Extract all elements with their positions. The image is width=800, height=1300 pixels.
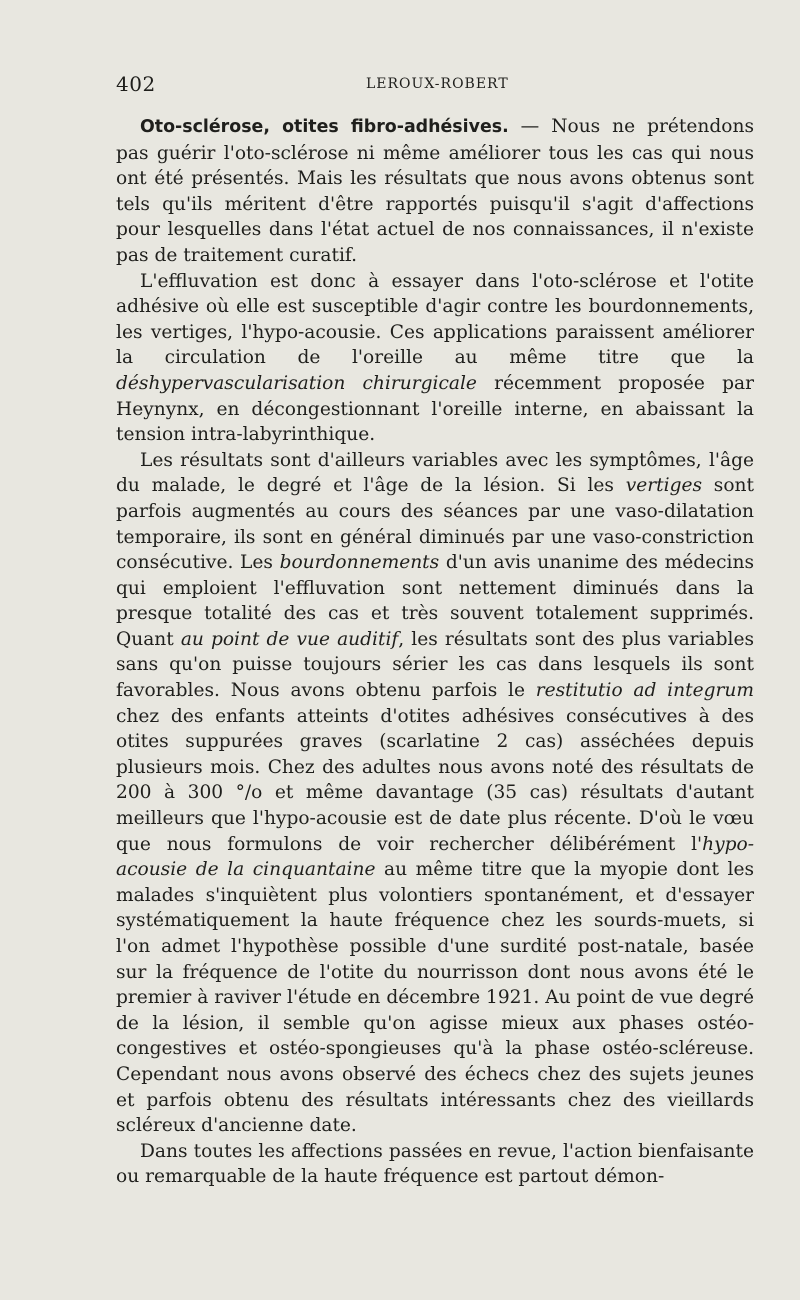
text-segment: Dans toutes les affections passées en revue, l'action bienfaisante ou remarquable de la haute fréquence est partout démon-	[116, 1140, 754, 1188]
text-segment: d'un avis unanime des médecins qui emploient l'effluvation sont nettement diminués dans la presque totalité des cas et très souvent totalement supprimés. Quant	[116, 552, 754, 650]
section-heading: Oto-sclérose, otites fibro-adhésives.	[140, 117, 509, 137]
text-segment: L'effluvation est donc à essayer dans l'oto-sclérose et l'otite adhésive où elle est susceptible d'agir contre les bourdonnements, les vertiges, l'hypo-acousie. Ces applications paraissent améliorer la circulation de l'oreille au même titre que la	[116, 270, 754, 369]
page-number: 402	[116, 72, 156, 96]
paragraph	[116, 448, 754, 1139]
text-segment: chez des enfants atteints d'otites adhésives consécutives à des otites suppurées graves (scarlatine 2 cas) asséchées depuis plusieurs mois. Chez des adultes nous avons noté des résultats de 200 à 300 °/o et même davantage (35 cas) résultats d'autant meilleurs que l'hypo-acousie est de date plus récente. D'où le vœu que nous formulons de voir rechercher délibérément l'	[116, 705, 754, 855]
italic-text: vertiges	[625, 475, 703, 497]
page-header	[116, 72, 756, 96]
italic-text: bourdonnements	[279, 552, 440, 574]
italic-text: déshypervascularisation chirurgicale	[116, 372, 477, 394]
paragraph-text: — Nous ne prétendons pas guérir l'oto-sclérose ni même améliorer tous les cas qui nous ont été présentés. Mais les résultats que nous avons obtenus sont tels qu'ils méritent d'être rapportés puisqu'il s'agit d'affections pour lesquelles dans l'état actuel de nos connaissances, il n'existe pas de traitement curatif.	[116, 116, 754, 266]
body-text	[116, 114, 754, 1190]
paragraph	[116, 269, 754, 448]
paragraph-oto-sclerose	[116, 114, 754, 269]
italic-text: hypo-acousie de la cinquantaine	[116, 833, 754, 881]
italic-text: restitutio ad integrum	[535, 680, 754, 702]
text-segment: sont parfois augmentés au cours des séances par une vaso-dilatation temporaire, ils sont en général diminués par une vaso-constriction consécutive. Les	[116, 475, 754, 574]
text-segment: au même titre que la myopie dont les malades s'inquiètent plus volontiers spontanément, et d'essayer systématiquement la haute fréquence chez les sourds-muets, si l'on admet l'hypothèse possible d'une surdité post-natale, basée sur la fréquence de l'otite du nourrisson dont nous avons été le premier à raviver l'étude en décembre 1921. Au point de vue degré de la lésion, il semble qu'on agisse mieux aux phases ostéo-congestives et ostéo-spongieuses qu'à la phase ostéo-scléreuse. Cependant nous avons observé des échecs chez des sujets jeunes et parfois obtenu des résultats intéressants chez des vieillards scléreux d'ancienne date.	[116, 859, 754, 1137]
italic-text: au point de vue auditif	[180, 628, 399, 650]
text-segment: , les résultats sont des plus variables sans qu'on puisse toujours sérier les cas dans lesquels ils sont favorables. Nous avons obtenu parfois le	[116, 628, 754, 702]
text-segment: récemment proposée par Heynynx, en décongestionnant l'oreille interne, en abaissant la tension intra-labyrinthique.	[116, 372, 755, 446]
text-segment: Les résultats sont d'ailleurs variables avec les symptômes, l'âge du malade, le degré et l'âge de la lésion. Si les	[116, 449, 754, 497]
paragraph	[116, 1139, 754, 1190]
running-head: LEROUX-ROBERT	[366, 76, 509, 92]
